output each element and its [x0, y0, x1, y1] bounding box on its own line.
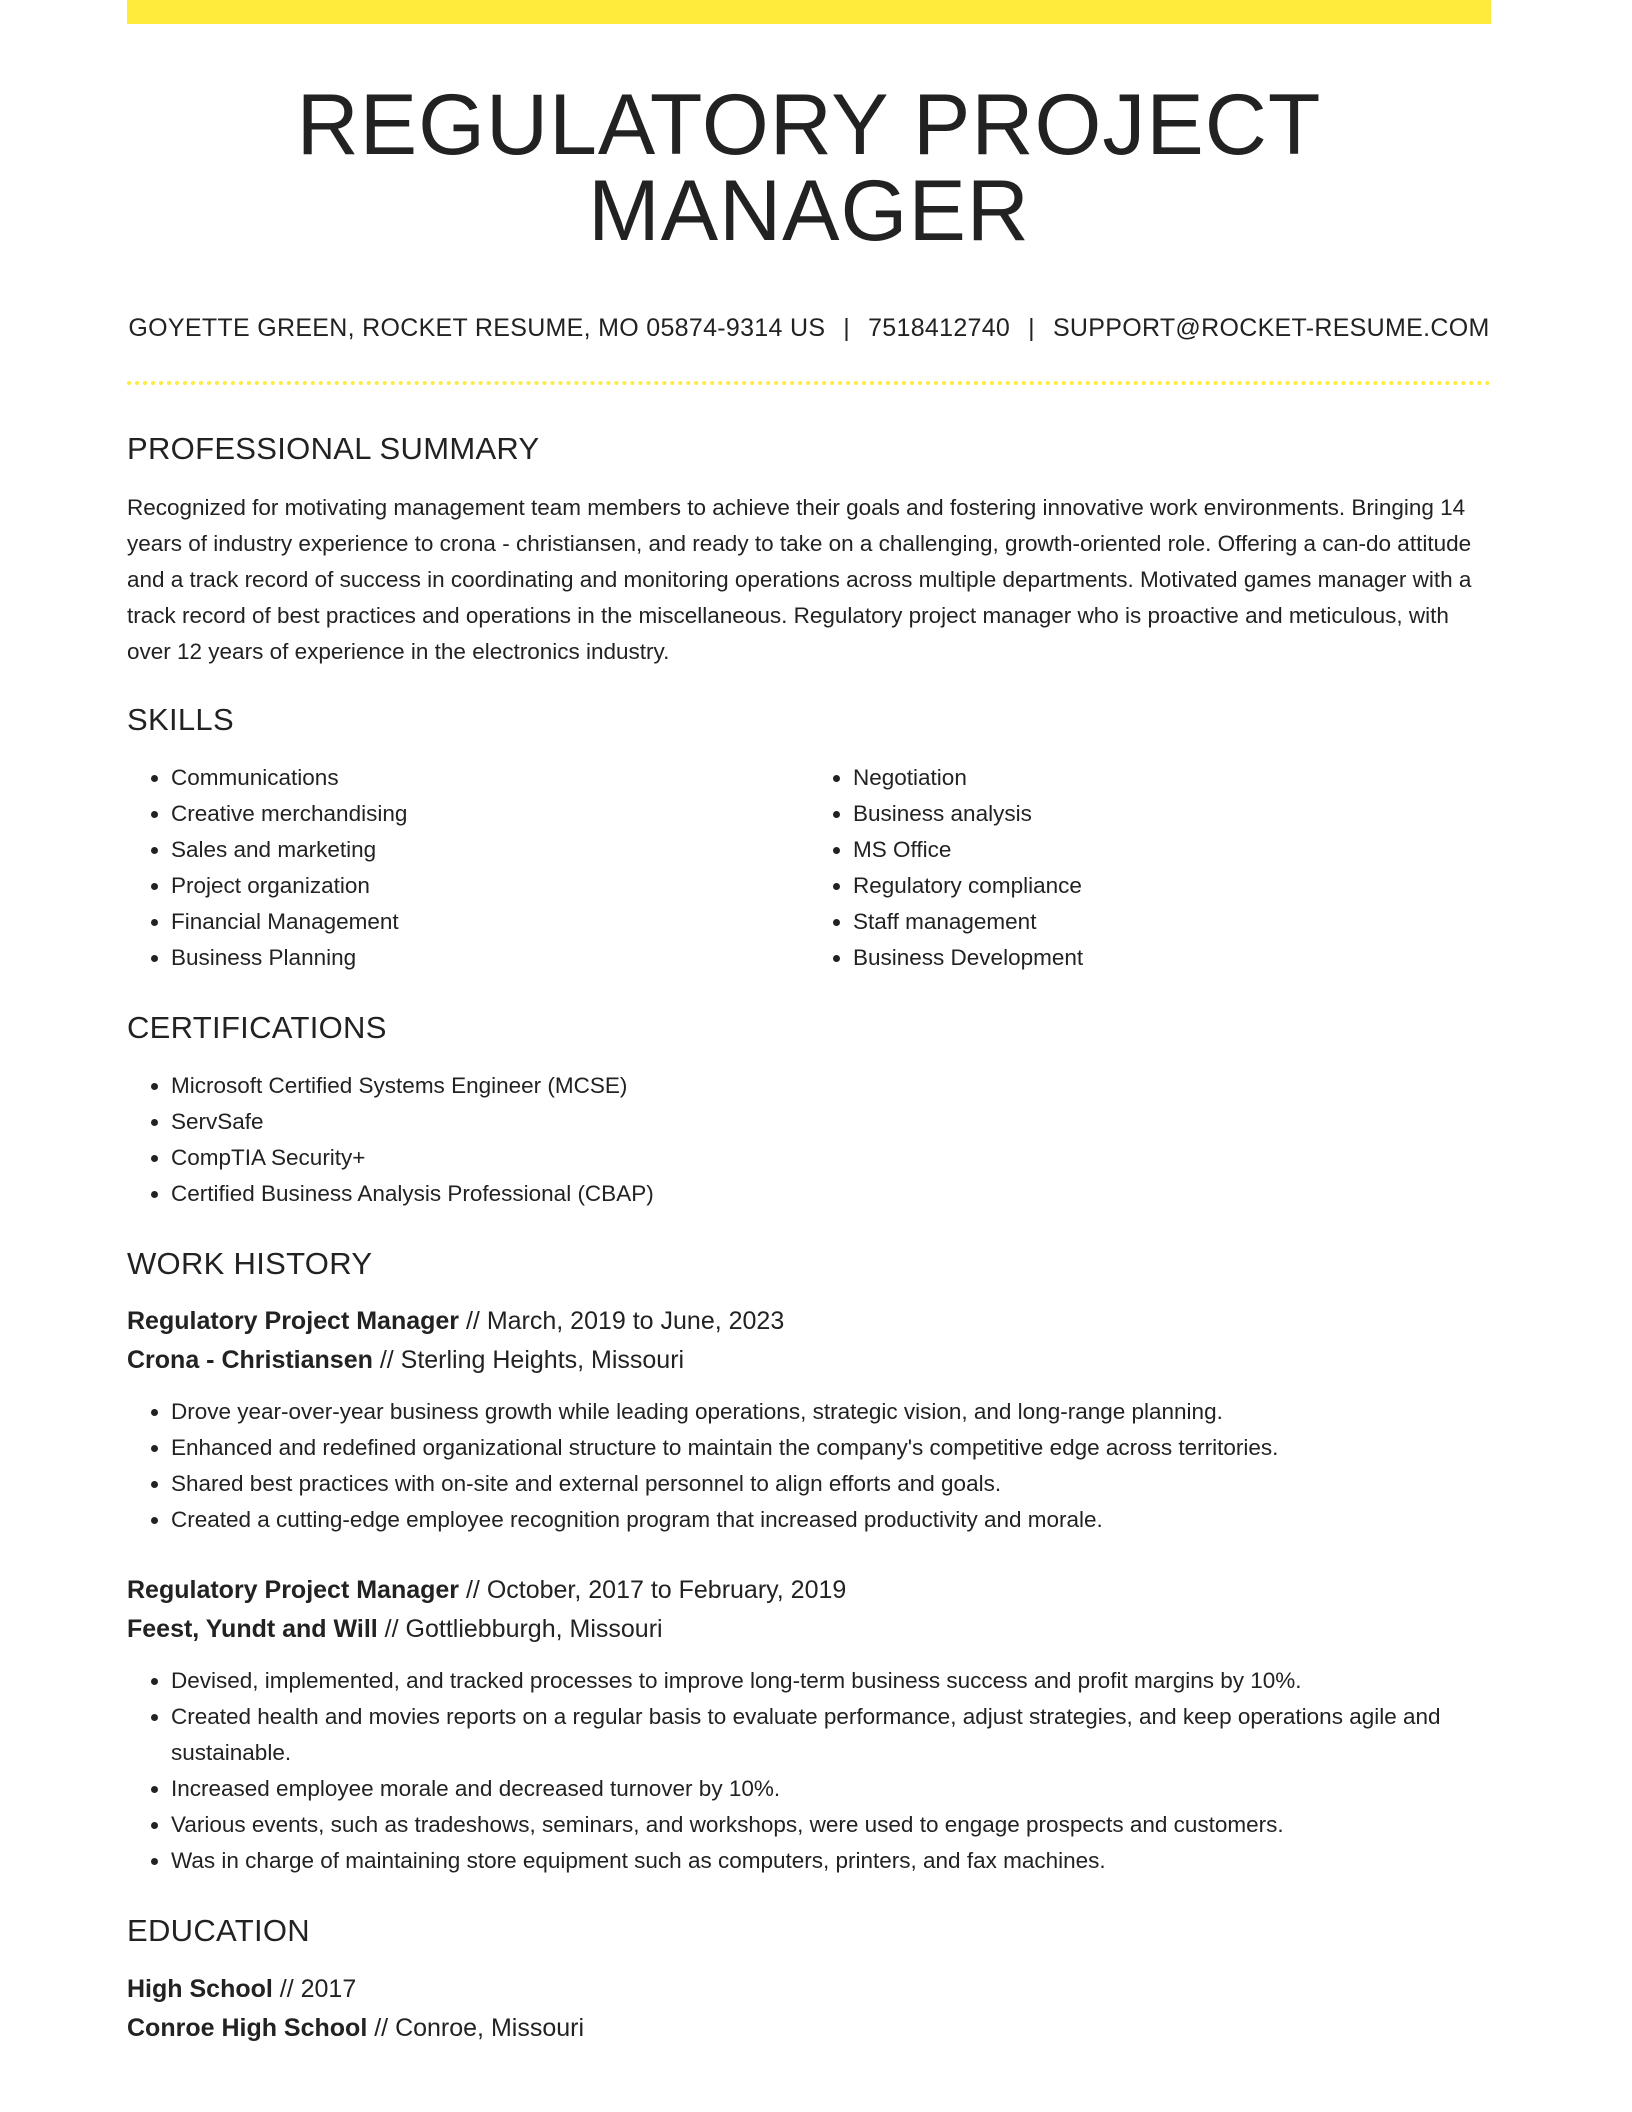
skill-item: • Creative merchandising [171, 796, 809, 832]
summary-text: Recognized for motivating management team members to achieve their goals and fostering innovative work environments. Bringing 14 years of industry experience to crona - christiansen, and ready to take on a challenging, growth-oriented role. Offering a can-do attitude and a track record of success in coordinating and monitoring operations across multiple departments. Motivated games manager with a track record of best practices and operations in the miscellaneous. Regulatory project manager who is proactive and meticulous, with over 12 years of experience in the electronics industry. [127, 495, 1472, 664]
skill-item: • Business analysis [853, 796, 1491, 832]
job-location: // Sterling Heights, Missouri [372, 1346, 685, 1374]
education-location: // Conroe, Missouri [367, 2014, 585, 2042]
certifications-list [127, 1068, 1491, 1212]
skills-list-right [809, 760, 1491, 976]
job-bullet: • Enhanced and redefined organizational structure to maintain the company's competitive edge across territories. [171, 1430, 1491, 1466]
job-bullets [127, 1394, 1491, 1538]
skill-item: • Communications [171, 760, 809, 796]
skills-heading: SKILLS [127, 702, 234, 737]
job-title-line [127, 1302, 1491, 1341]
job-bullet: • Drove year-over-year business growth while leading operations, strategic vision, and long-range planning. [171, 1394, 1491, 1430]
accent-bar [127, 0, 1491, 24]
job-bullet: • Created a cutting-edge employee recognition program that increased productivity and morale. [171, 1502, 1491, 1538]
skills-list-left [127, 760, 809, 976]
contact-email: SUPPORT@ROCKET-RESUME.COM [1052, 314, 1490, 342]
skill-item: • Negotiation [853, 760, 1491, 796]
job-bullets [127, 1663, 1491, 1879]
skill-item: • Staff management [853, 904, 1491, 940]
contact-line [127, 316, 1491, 341]
job-dates: // March, 2019 to June, 2023 [459, 1307, 785, 1335]
education-degree-line [127, 1970, 1491, 2009]
job-dates: // October, 2017 to February, 2019 [459, 1576, 847, 1604]
job-bullet: • Increased employee morale and decreased turnover by 10%. [171, 1771, 1491, 1807]
skill-item: • Business Planning [171, 940, 809, 976]
certification-item: • CompTIA Security+ [171, 1140, 1491, 1176]
job-company: Feest, Yundt and Will [127, 1615, 378, 1643]
education-degree: High School [127, 1975, 273, 2003]
resume-title: REGULATORY PROJECT MANAGER [296, 77, 1322, 259]
job-title-line [127, 1571, 1491, 1610]
skill-item: • Financial Management [171, 904, 809, 940]
resume-page [127, 0, 1491, 2048]
skill-item: • Sales and marketing [171, 832, 809, 868]
dotted-divider [127, 381, 1491, 385]
education-year: // 2017 [272, 1975, 357, 2003]
job-location: // Gottliebburgh, Missouri [377, 1615, 663, 1643]
work-history-heading: WORK HISTORY [127, 1246, 373, 1281]
summary-heading: PROFESSIONAL SUMMARY [127, 431, 540, 466]
contact-separator: | [843, 314, 851, 342]
contact-separator: | [1028, 314, 1035, 342]
contact-address: GOYETTE GREEN, ROCKET RESUME, MO 05874-9314 US [128, 314, 826, 342]
job-company: Crona - Christiansen [127, 1346, 373, 1374]
education-school-line [127, 2009, 1491, 2048]
skill-item: • Project organization [171, 868, 809, 904]
skill-item: • Business Development [853, 940, 1491, 976]
job-title: Regulatory Project Manager [127, 1307, 460, 1335]
education-school: Conroe High School [127, 2014, 368, 2042]
certifications-heading: CERTIFICATIONS [127, 1010, 387, 1045]
job-title: Regulatory Project Manager [127, 1576, 460, 1604]
education-heading: EDUCATION [127, 1913, 310, 1948]
skill-item: • MS Office [853, 832, 1491, 868]
skill-item: • Regulatory compliance [853, 868, 1491, 904]
contact-phone: 7518412740 [868, 314, 1011, 342]
certification-item: • Certified Business Analysis Professional (CBAP) [171, 1176, 1491, 1212]
job-bullet: • Created health and movies reports on a regular basis to evaluate performance, adjust strategies, and keep operations agile and sustainable. [171, 1699, 1491, 1771]
certification-item: • Microsoft Certified Systems Engineer (MCSE) [171, 1068, 1491, 1104]
job-company-line [127, 1341, 1491, 1380]
job-company-line [127, 1610, 1491, 1649]
job-bullet: • Shared best practices with on-site and external personnel to align efforts and goals. [171, 1466, 1491, 1502]
job-bullet: • Devised, implemented, and tracked processes to improve long-term business success and profit margins by 10%. [171, 1663, 1491, 1699]
job-bullet: • Was in charge of maintaining store equipment such as computers, printers, and fax machines. [171, 1843, 1491, 1879]
certification-item: • ServSafe [171, 1104, 1491, 1140]
skills-columns [127, 760, 1491, 976]
job-bullet: • Various events, such as tradeshows, seminars, and workshops, were used to engage prospects and customers. [171, 1807, 1491, 1843]
